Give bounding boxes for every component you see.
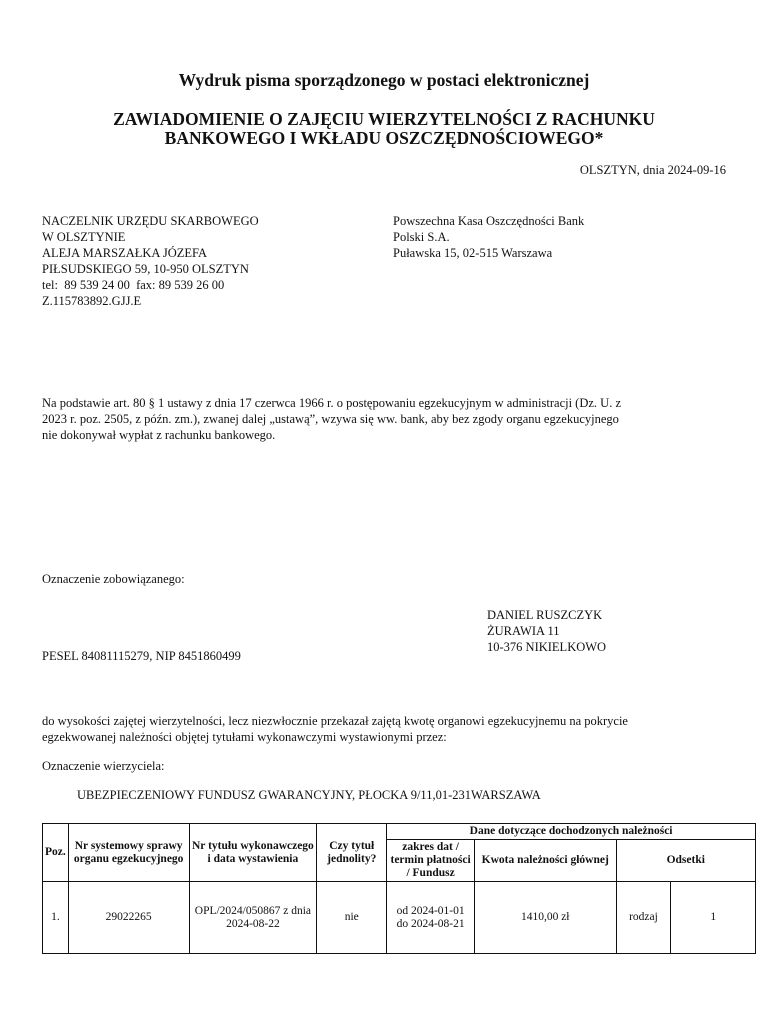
creditor-label: Oznaczenie wierzyciela: (42, 759, 165, 773)
table-row (43, 882, 756, 954)
sender-reference: Z.115783892.GJJ.E (42, 294, 142, 308)
cell-date-range (387, 882, 475, 954)
sender-line: NACZELNIK URZĘDU SKARBOWEGO (42, 214, 259, 228)
bank-block (393, 213, 584, 261)
document-title (0, 110, 768, 148)
legal-basis-paragraph (42, 395, 732, 443)
debtor-city: 10-376 NIKIELKOWO (487, 640, 607, 654)
cell-interest-type: rodzaj (616, 882, 671, 954)
header-principal: Kwota należności głównej (474, 840, 616, 882)
sender-line: PIŁSUDSKIEGO 59, 10-950 OLSZTYN (42, 262, 249, 276)
claims-table (42, 823, 756, 954)
bank-line: Powszechna Kasa Oszczędności Bank (393, 214, 585, 228)
print-title: Wydruk pisma sporządzonego w postaci elektronicznej (178, 70, 590, 90)
paragraph-line: 2023 r. poz. 2505, z późn. zm.), zwanej dalej „ustawą”, wzywa się ww. bank, aby bez zgody organu egzekucyjnego (42, 412, 619, 426)
cell-position: 1. (43, 882, 69, 954)
header-title-number: Nr tytułu wykonawczego i data wystawienia (189, 824, 317, 882)
sender-contact: tel: 89 539 24 00 fax: 89 539 26 00 (42, 278, 225, 292)
sender-line: W OLSZTYNIE (42, 230, 126, 244)
bank-address: Puławska 15, 02-515 Warszawa (393, 246, 553, 260)
cell-case-number: 29022265 (68, 882, 189, 954)
date-to: do 2024-08-21 (396, 917, 465, 930)
debtor-label: Oznaczenie zobowiązanego: (42, 572, 185, 586)
header-position: Poz. (43, 824, 69, 882)
paragraph-line: nie dokonywał wypłat z rachunku bankowego. (42, 428, 276, 442)
header-interest: Odsetki (616, 840, 756, 882)
document-title-line2: BANKOWEGO I WKŁADU OSZCZĘDNOŚCIOWEGO* (164, 128, 604, 148)
debtor-address (487, 607, 606, 655)
debtor-name: DANIEL RUSZCZYK (487, 608, 603, 622)
header-claims-group: Dane dotyczące dochodzonych należności (387, 824, 756, 840)
debtor-street: ŻURAWIA 11 (487, 624, 560, 638)
transfer-instruction (42, 713, 732, 745)
debtor-ids: PESEL 84081115279, NIP 8451860499 (42, 649, 241, 663)
cell-unified: nie (317, 882, 387, 954)
header-unified-title: Czy tytuł jednolity? (317, 824, 387, 882)
document-title-line1: ZAWIADOMIENIE O ZAJĘCIU WIERZYTELNOŚCI Z RACHUNKU (113, 109, 655, 129)
cell-title-number: OPL/2024/050867 z dnia 2024-08-22 (189, 882, 317, 954)
paragraph-line: Na podstawie art. 80 § 1 ustawy z dnia 17 czerwca 1966 r. o postępowaniu egzekucyjnym w administracji (Dz. U. z (42, 396, 621, 410)
sender-line: ALEJA MARSZAŁKA JÓZEFA (42, 246, 208, 260)
header-date-range: zakres dat / termin płatności / Fundusz (387, 840, 475, 882)
paragraph-line: do wysokości zajętej wierzytelności, lecz niezwłocznie przekazał zajętą kwotę organowi egzekucyjnemu na pokrycie (42, 714, 628, 728)
date-from: od 2024-01-01 (396, 904, 465, 917)
sender-block (42, 213, 259, 309)
paragraph-line: egzekwowanej należności objętej tytułami wykonawczymi wystawionymi przez: (42, 730, 447, 744)
header-case-number: Nr systemowy sprawy organu egzekucyjnego (68, 824, 189, 882)
cell-interest-value: 1 (671, 882, 756, 954)
creditor-name: UBEZPIECZENIOWY FUNDUSZ GWARANCYJNY, PŁOCKA 9/11,01-231WARSZAWA (77, 788, 541, 802)
cell-principal: 1410,00 zł (474, 882, 616, 954)
bank-line: Polski S.A. (393, 230, 450, 244)
place-date: OLSZTYN, dnia 2024-09-16 (579, 163, 726, 177)
